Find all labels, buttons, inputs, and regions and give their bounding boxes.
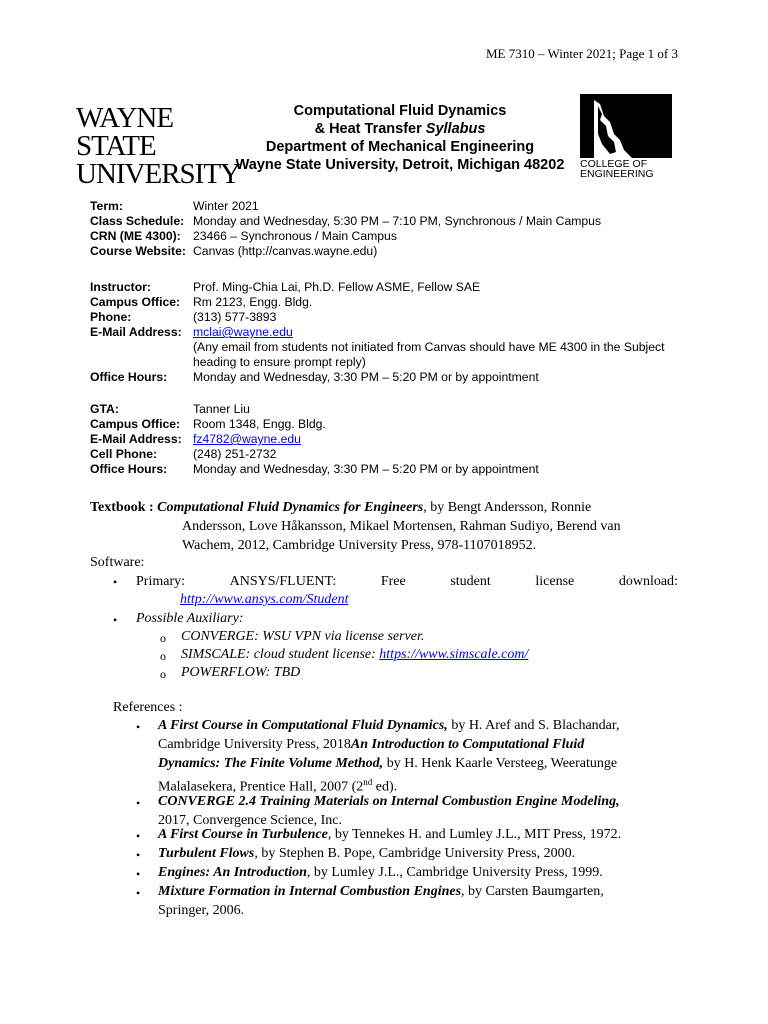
course-title: Computational Fluid Dynamics bbox=[293, 103, 507, 119]
textbook-title: Computational Fluid Dynamics for Engineers bbox=[157, 500, 424, 515]
college-of-engineering-text: COLLEGE OF ENGINEERING bbox=[580, 158, 654, 180]
wayne-state-logo bbox=[76, 102, 240, 190]
reference-4: Turbulent Flows, by Stephen B. Pope, Cambridge University Press, 2000. bbox=[158, 846, 576, 861]
bullet-disc: • bbox=[136, 848, 141, 862]
software-primary: Primary: ANSYS/FLUENT: Free student license download: bbox=[136, 574, 678, 589]
term-row: Term: Winter 2021 bbox=[90, 199, 259, 213]
syllabus-title-block bbox=[230, 102, 570, 174]
page-header: ME 7310 – Winter 2021; Page 1 of 3 bbox=[485, 46, 678, 61]
gta-name: Tanner Liu bbox=[193, 402, 250, 416]
bullet-disc: • bbox=[113, 575, 118, 589]
instructor-name: Prof. Ming-Chia Lai, Ph.D. Fellow ASME, Fellow SAE bbox=[193, 280, 481, 294]
department: Department of Mechanical Engineering bbox=[265, 139, 535, 155]
reference-1: A First Course in Computational Fluid Dynamics, by H. Aref and S. Blachandar, Cambridge University Press, 2018An Introduction to Computational Fluid Dynamics: The Finite Volume Method, by H. Henk Kaarle Versteeg, Weeratunge Malalasekera, Prentice Hall, 2007 (2nd ed). bbox=[158, 718, 620, 795]
bullet-circle: o bbox=[160, 649, 166, 663]
class-schedule-row: Class Schedule: Monday and Wednesday, 5:30 PM – 7:10 PM, Synchronous / Main Campus bbox=[90, 214, 602, 228]
instructor-info: Instructor: Prof. Ming-Chia Lai, Ph.D. Fellow ASME, Fellow SAE Campus Office: Rm 2123, Engg. Bldg. Phone: (313) 577-3893 E-Mail Address: mclai@wayne.edu (Any email from students not initiated from Canvas should have ME 4300 in the Subject heading to ensure prompt reply) Office Hours: Monday and Wednesday, 3:30 PM – 5:20 PM or by appointment bbox=[90, 280, 690, 385]
reference-5: Engines: An Introduction, by Lumley J.L., Cambridge University Press, 1999. bbox=[158, 865, 603, 880]
crn-row: CRN (ME 4300): 23466 – Synchronous / Main Campus bbox=[90, 229, 397, 243]
course-website-row: Course Website: Canvas (http://canvas.wayne.edu) bbox=[90, 244, 378, 258]
bullet-circle: o bbox=[160, 631, 166, 645]
bullet-disc: • bbox=[136, 796, 141, 810]
possible-auxiliary-label: Possible Auxiliary: bbox=[136, 611, 244, 626]
ansys-student-link[interactable]: http://www.ansys.com/Student bbox=[180, 592, 349, 607]
logo-line-2: UNIVERSITY bbox=[76, 158, 240, 190]
references-label: References : bbox=[113, 700, 183, 715]
bullet-disc: • bbox=[113, 613, 118, 627]
instructor-email-link[interactable]: mclai@wayne.edu bbox=[193, 325, 293, 339]
reference-3: A First Course in Turbulence, by Tennekes H. and Lumley J.L., MIT Press, 1972. bbox=[158, 827, 622, 842]
gta-email-link[interactable]: fz4782@wayne.edu bbox=[193, 432, 301, 446]
course-info bbox=[90, 199, 690, 259]
course-subtitle: & Heat Transfer Syllabus bbox=[314, 121, 486, 137]
bullet-disc: • bbox=[136, 867, 141, 881]
textbook-label: Textbook : bbox=[90, 500, 158, 515]
software-label: Software: bbox=[90, 555, 145, 570]
bullet-disc: • bbox=[136, 829, 141, 843]
reference-6: Mixture Formation in Internal Combustion Engines, by Carsten Baumgarten, Springer, 2006. bbox=[158, 884, 604, 918]
simscale-link[interactable]: https://www.simscale.com/ bbox=[379, 647, 529, 662]
aux-powerflow: POWERFLOW: TBD bbox=[181, 665, 301, 680]
aux-converge: CONVERGE: WSU VPN via license server. bbox=[181, 629, 425, 644]
textbook-section: Textbook : Computational Fluid Dynamics for Engineers, by Bengt Andersson, Ronnie Andersson, Love Håkansson, Mikael Mortensen, Rahman Sudiyo, Berend van Wachem, 2012, Cambridge University Press, 978-1107018952. bbox=[90, 500, 621, 553]
gta-info: GTA: Tanner Liu Campus Office: Room 1348, Engg. Bldg. E-Mail Address: fz4782@wayne.edu Cell Phone: (248) 251-2732 Office Hours: Monday and Wednesday, 3:30 PM – 5:20 PM or by appointment bbox=[90, 402, 690, 477]
university-address: Wayne State University, Detroit, Michigan 48202 bbox=[235, 157, 565, 173]
aux-simscale: SIMSCALE: cloud student license: bbox=[181, 647, 380, 662]
logo-line-1: WAYNE STATE bbox=[76, 102, 174, 162]
bullet-disc: • bbox=[136, 886, 141, 900]
reference-2: CONVERGE 2.4 Training Materials on Internal Combustion Engine Modeling, 2017, Convergence Science, Inc. bbox=[158, 794, 620, 828]
bullet-disc: • bbox=[136, 720, 141, 734]
bullet-circle: o bbox=[160, 667, 166, 681]
syllabus-word: Syllabus bbox=[425, 121, 486, 137]
